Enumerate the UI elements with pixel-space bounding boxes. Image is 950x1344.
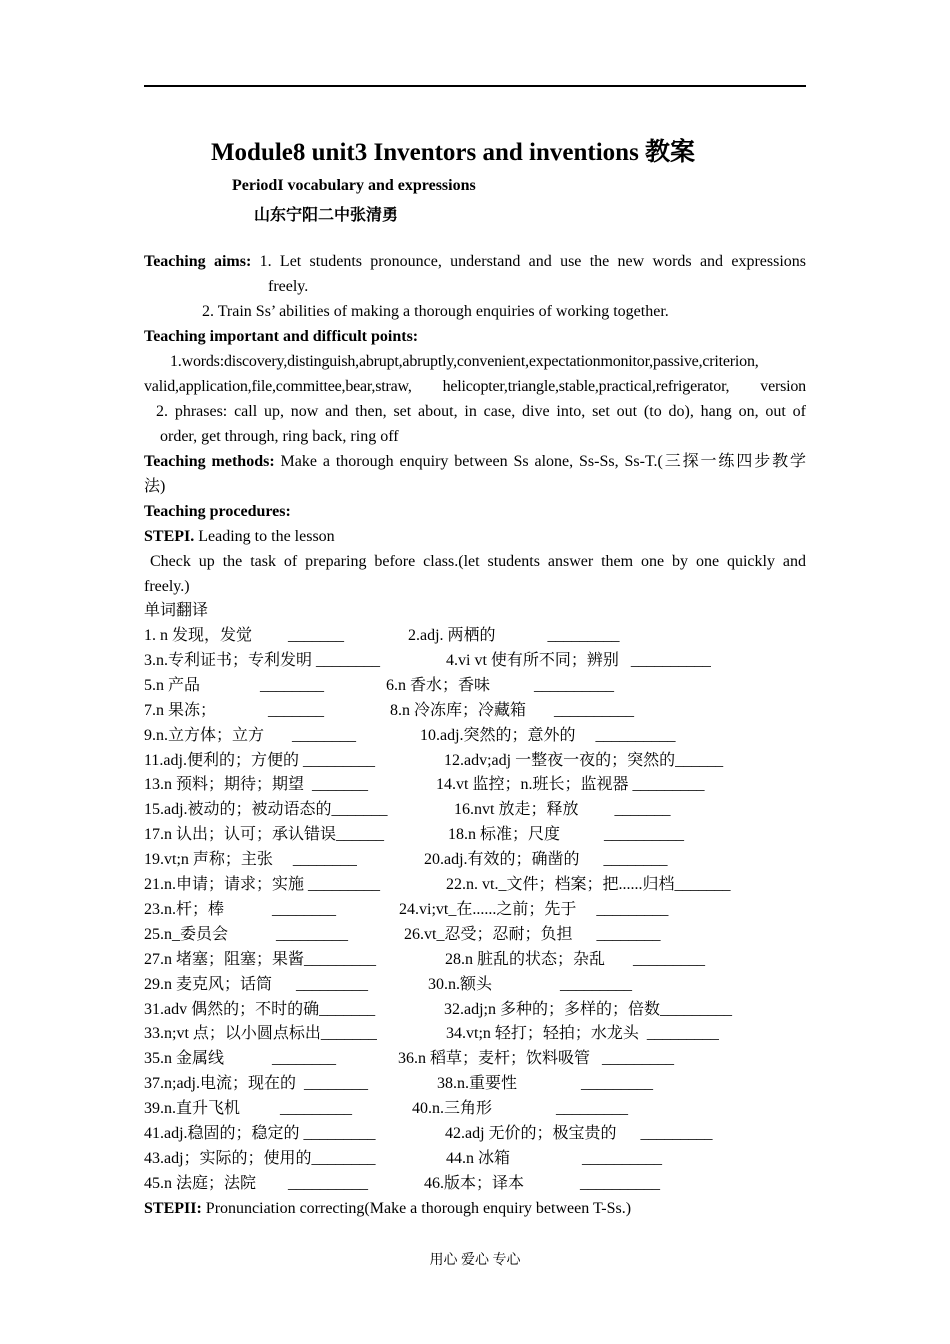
- vocab-item-right: 30.n.额头 _________: [428, 975, 633, 993]
- teaching-aims-1: 1. Let students pronounce, understand and use the new words and expressions: [259, 253, 807, 270]
- vocab-item-right: 14.vt 监控；n.班长；监视器 _________: [436, 776, 705, 794]
- vocab-item-left: 17.n 认出；认可；承认错误______: [144, 826, 385, 844]
- vocab-item-right: 6.n 香水；香味 __________: [386, 676, 615, 694]
- vocab-item-right: 20.adj.有效的；确凿的 ________: [424, 851, 668, 869]
- vocab-item-left: 19.vt;n 声称；主张 ________: [144, 851, 357, 869]
- vocab-item-left: 31.adv 偶然的；不时的确_______: [144, 1000, 376, 1018]
- vocab-item-right: 28.n 脏乱的状态；杂乱 _________: [445, 950, 706, 968]
- check-line-1: Check up the task of preparing before class.(let students answer them one by one quickly and: [150, 553, 806, 570]
- methods-label: Teaching methods:: [144, 453, 275, 470]
- points-heading: [144, 327, 806, 347]
- vocab-item-left: 29.n 麦克风；话筒 _________: [144, 975, 369, 993]
- vocab-item-left: 1. n 发现，发觉 _______: [144, 627, 345, 644]
- methods-text-cont: 法): [144, 478, 166, 495]
- check-line-2: freely.): [144, 578, 190, 595]
- vocab-item-right: 18.n 标准；尺度 __________: [448, 826, 685, 844]
- vocab-item-left: 37.n;adj.电流；现在的 ________: [144, 1075, 368, 1093]
- vocab-item-left: 13.n 预料；期待；期望 _______: [144, 776, 369, 794]
- words-line-2: valid,application,file,committee,bear,straw, helicopter,triangle,stable,practical,refrigerator, version: [144, 378, 806, 395]
- step1-text: Leading to the lesson: [194, 528, 335, 545]
- words-line-1: 1.words:discovery,distinguish,abrupt,abruptly,convenient,expectationmonitor,passive,criterion,: [170, 353, 759, 370]
- step1-label: STEPI.: [144, 528, 195, 545]
- document-title: Module8 unit3 Inventors and inventions 教案: [210, 139, 696, 166]
- vocab-item-left: 9.n.立方体；立方 ________: [144, 726, 357, 744]
- vocab-item-right: 32.adj;n 多种的；多样的；倍数_________: [444, 1000, 732, 1018]
- teaching-aims-line: [144, 252, 806, 272]
- vocab-item-left: 41.adj.稳固的；稳定的 _________: [144, 1125, 376, 1142]
- vocab-item-right: 4.vi vt 使有所不同；辨别 __________: [446, 651, 711, 669]
- vocab-item-left: 21.n.申请；请求；实施 _________: [144, 876, 381, 893]
- vocab-item-left: 25.n_委员会 _________: [144, 925, 349, 943]
- phrases-line-1: 2. phrases: call up, now and then, set about, in case, dive into, set out (to do), hang on, out of: [156, 403, 806, 420]
- vocab-item-left: 5.n 产品 ________: [144, 676, 325, 694]
- vocab-item-right: 12.adv;adj 一整夜一夜的；突然的______: [444, 751, 724, 769]
- teaching-methods-line: [144, 452, 806, 472]
- header-rule: [144, 85, 806, 87]
- vocab-item-left: 27.n 堵塞；阻塞；果酱_________: [144, 950, 377, 968]
- period-subtitle: PeriodI vocabulary and expressions: [232, 177, 476, 194]
- page-footer: 用心 爱心 专心: [429, 1253, 521, 1268]
- vocab-item-left: 35.n 金属线 ________: [144, 1050, 337, 1068]
- vocab-item-right: 26.vt_忍受；忍耐；负担 ________: [404, 925, 661, 943]
- author-line: 山东宁阳二中张清勇: [254, 207, 399, 224]
- vocab-item-right: 10.adj.突然的；意外的 __________: [420, 726, 676, 744]
- vocab-item-left: 33.n;vt 点；以小圆点标出_______: [144, 1025, 377, 1043]
- vocab-item-left: 15.adj.被动的；被动语态的_______: [144, 801, 388, 819]
- vocab-item-right: 24.vi;vt_在......之前；先于 _________: [399, 900, 669, 918]
- vocab-item-right: 38.n.重要性 _________: [437, 1075, 654, 1093]
- points-label: Teaching important and difficult points:: [144, 328, 419, 345]
- procedures-heading: [144, 502, 806, 522]
- vocab-item-right: 40.n.三角形 _________: [412, 1100, 629, 1118]
- vocab-item-right: 8.n 冷冻库；冷藏箱 __________: [390, 701, 635, 719]
- teaching-aims-2: 2. Train Ss’ abilities of making a thorough enquiries of working together.: [202, 303, 669, 320]
- vocab-item-right: 2.adj. 两栖的 _________: [408, 627, 620, 644]
- vocab-item-left: 39.n.直升飞机 _________: [144, 1100, 353, 1118]
- vocab-item-right: 22.n. vt._文件；档案；把......归档_______: [446, 876, 731, 893]
- vocab-item-left: 45.n 法庭；法院 __________: [144, 1174, 369, 1192]
- methods-text: Make a thorough enquiry between Ss alone, Ss-Ss, Ss-T.(三探一练四步教学: [274, 453, 806, 470]
- vocab-item-left: 11.adj.便利的；方便的 _________: [144, 751, 375, 769]
- vocab-heading: 单词翻译: [144, 602, 209, 619]
- step2-text: Pronunciation correcting(Make a thorough enquiry between T-Ss.): [201, 1200, 632, 1217]
- vocab-item-right: 16.nvt 放走；释放 _______: [454, 801, 671, 819]
- teaching-aims-1-cont: freely.: [268, 278, 309, 295]
- vocab-item-right: 46.版本；译本 __________: [424, 1174, 661, 1192]
- vocab-item-right: 36.n 稻草；麦杆；饮料吸管 _________: [398, 1050, 675, 1068]
- vocab-item-right: 44.n 冰箱 __________: [446, 1149, 663, 1167]
- step2-label: STEPII:: [144, 1200, 202, 1217]
- step2-line: [144, 1199, 806, 1219]
- procedures-label: Teaching procedures:: [144, 503, 291, 520]
- vocab-item-left: 23.n.杆；棒 ________: [144, 900, 337, 918]
- step1-line: [144, 527, 806, 547]
- vocab-item-right: 34.vt;n 轻打；轻拍；水龙头 _________: [446, 1025, 719, 1043]
- vocab-item-left: 3.n.专利证书；专利发明 ________: [144, 651, 381, 669]
- vocab-item-left: 43.adj；实际的；使用的________: [144, 1149, 376, 1167]
- vocab-item-right: 42.adj 无价的；极宝贵的 _________: [445, 1125, 713, 1142]
- phrases-line-2: order, get through, ring back, ring off: [160, 428, 399, 445]
- teaching-aims-label: Teaching aims:: [144, 253, 252, 270]
- vocab-item-left: 7.n 果冻； _______: [144, 701, 325, 719]
